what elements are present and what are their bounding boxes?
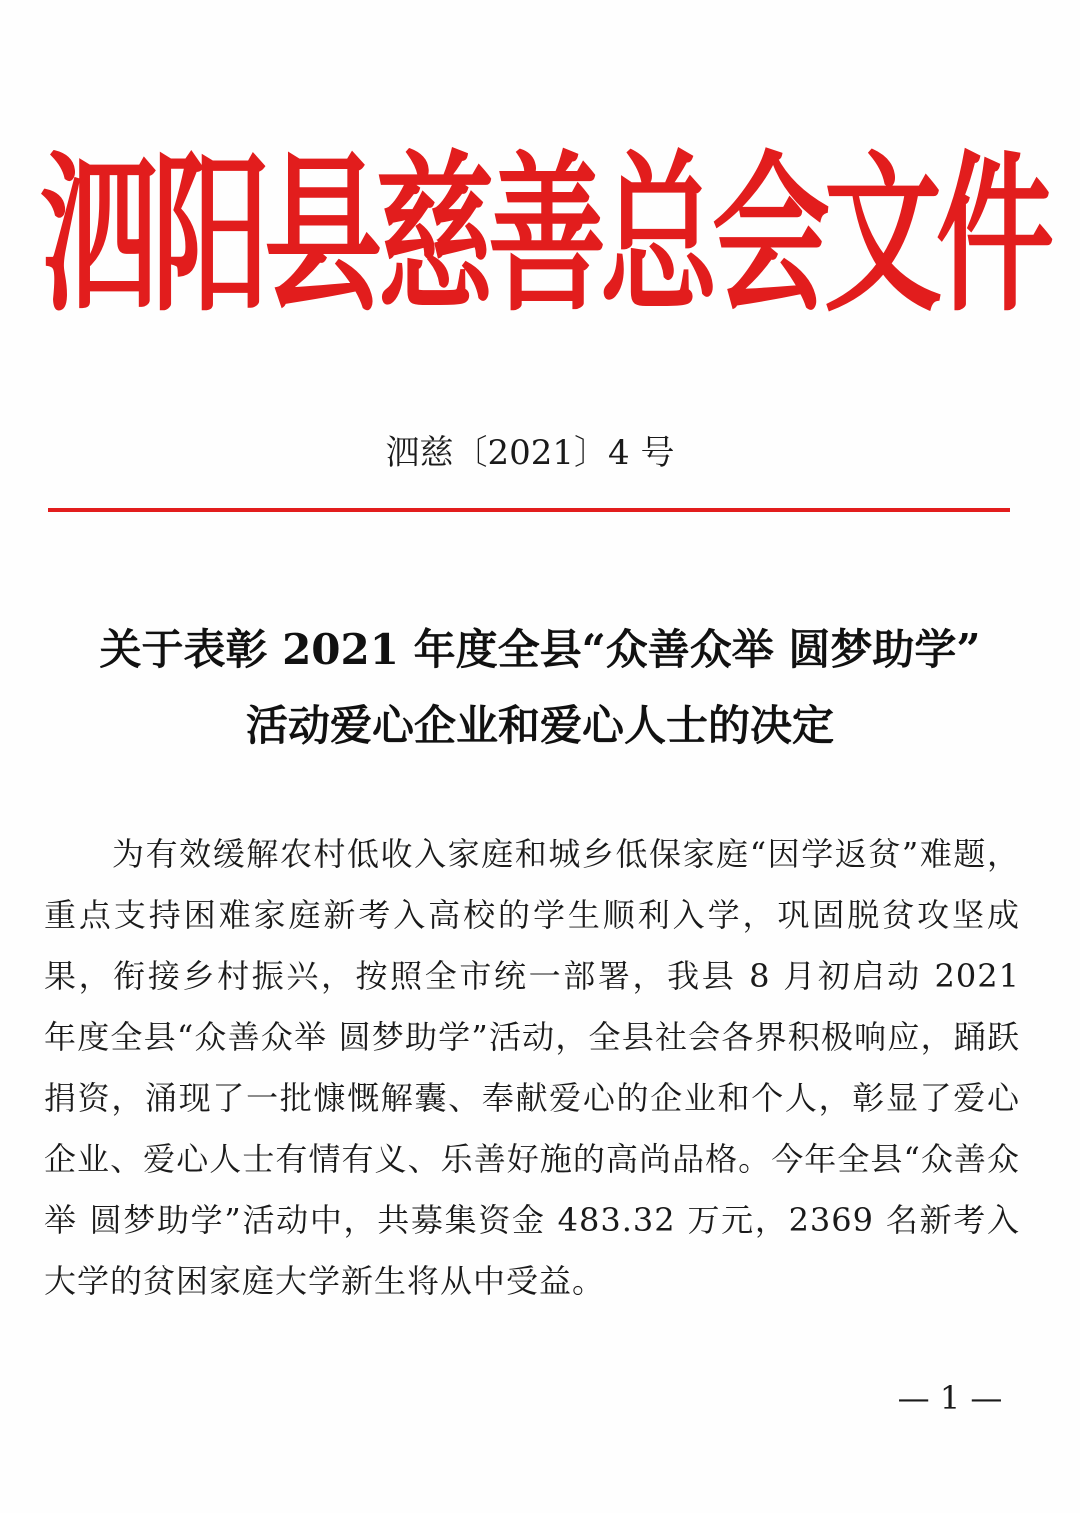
title-line-1: 关于表彰 2021 年度全县“众善众举 圆梦助学”: [99, 625, 981, 674]
document-number: 泗慈〔2021〕4 号: [385, 433, 675, 473]
body-paragraph: 为有效缓解农村低收入家庭和城乡低保家庭“因学返贫”难题，重点支持困难家庭新考入高校的学生顺利入学，巩固脱贫攻坚成果，衔接乡村振兴，按照全市统一部署，我县 8 月初启动 2021 年度全县“众善众举 圆梦助学”活动，全县社会各界积极响应，踊跃捐资，涌现了一批慷慨解囊、奉献爱心的企业和个人，彰显了爱心企业、爱心人士有情有义、乐善好施的高尚品格。今年全县“众善众举 圆梦助学”活动中，共募集资金 483.32 万元，2369 名新考入大学的贫困家庭大学新生将从中受益。: [44, 835, 1020, 1300]
document-title: [40, 612, 1040, 764]
page-number: — 1 —: [897, 1379, 1003, 1417]
red-divider-line: [48, 508, 1010, 512]
title-line-2: 活动爱心企业和爱心人士的决定: [245, 701, 834, 750]
masthead-title: 泗阳县慈善总会文件: [40, 133, 1049, 336]
